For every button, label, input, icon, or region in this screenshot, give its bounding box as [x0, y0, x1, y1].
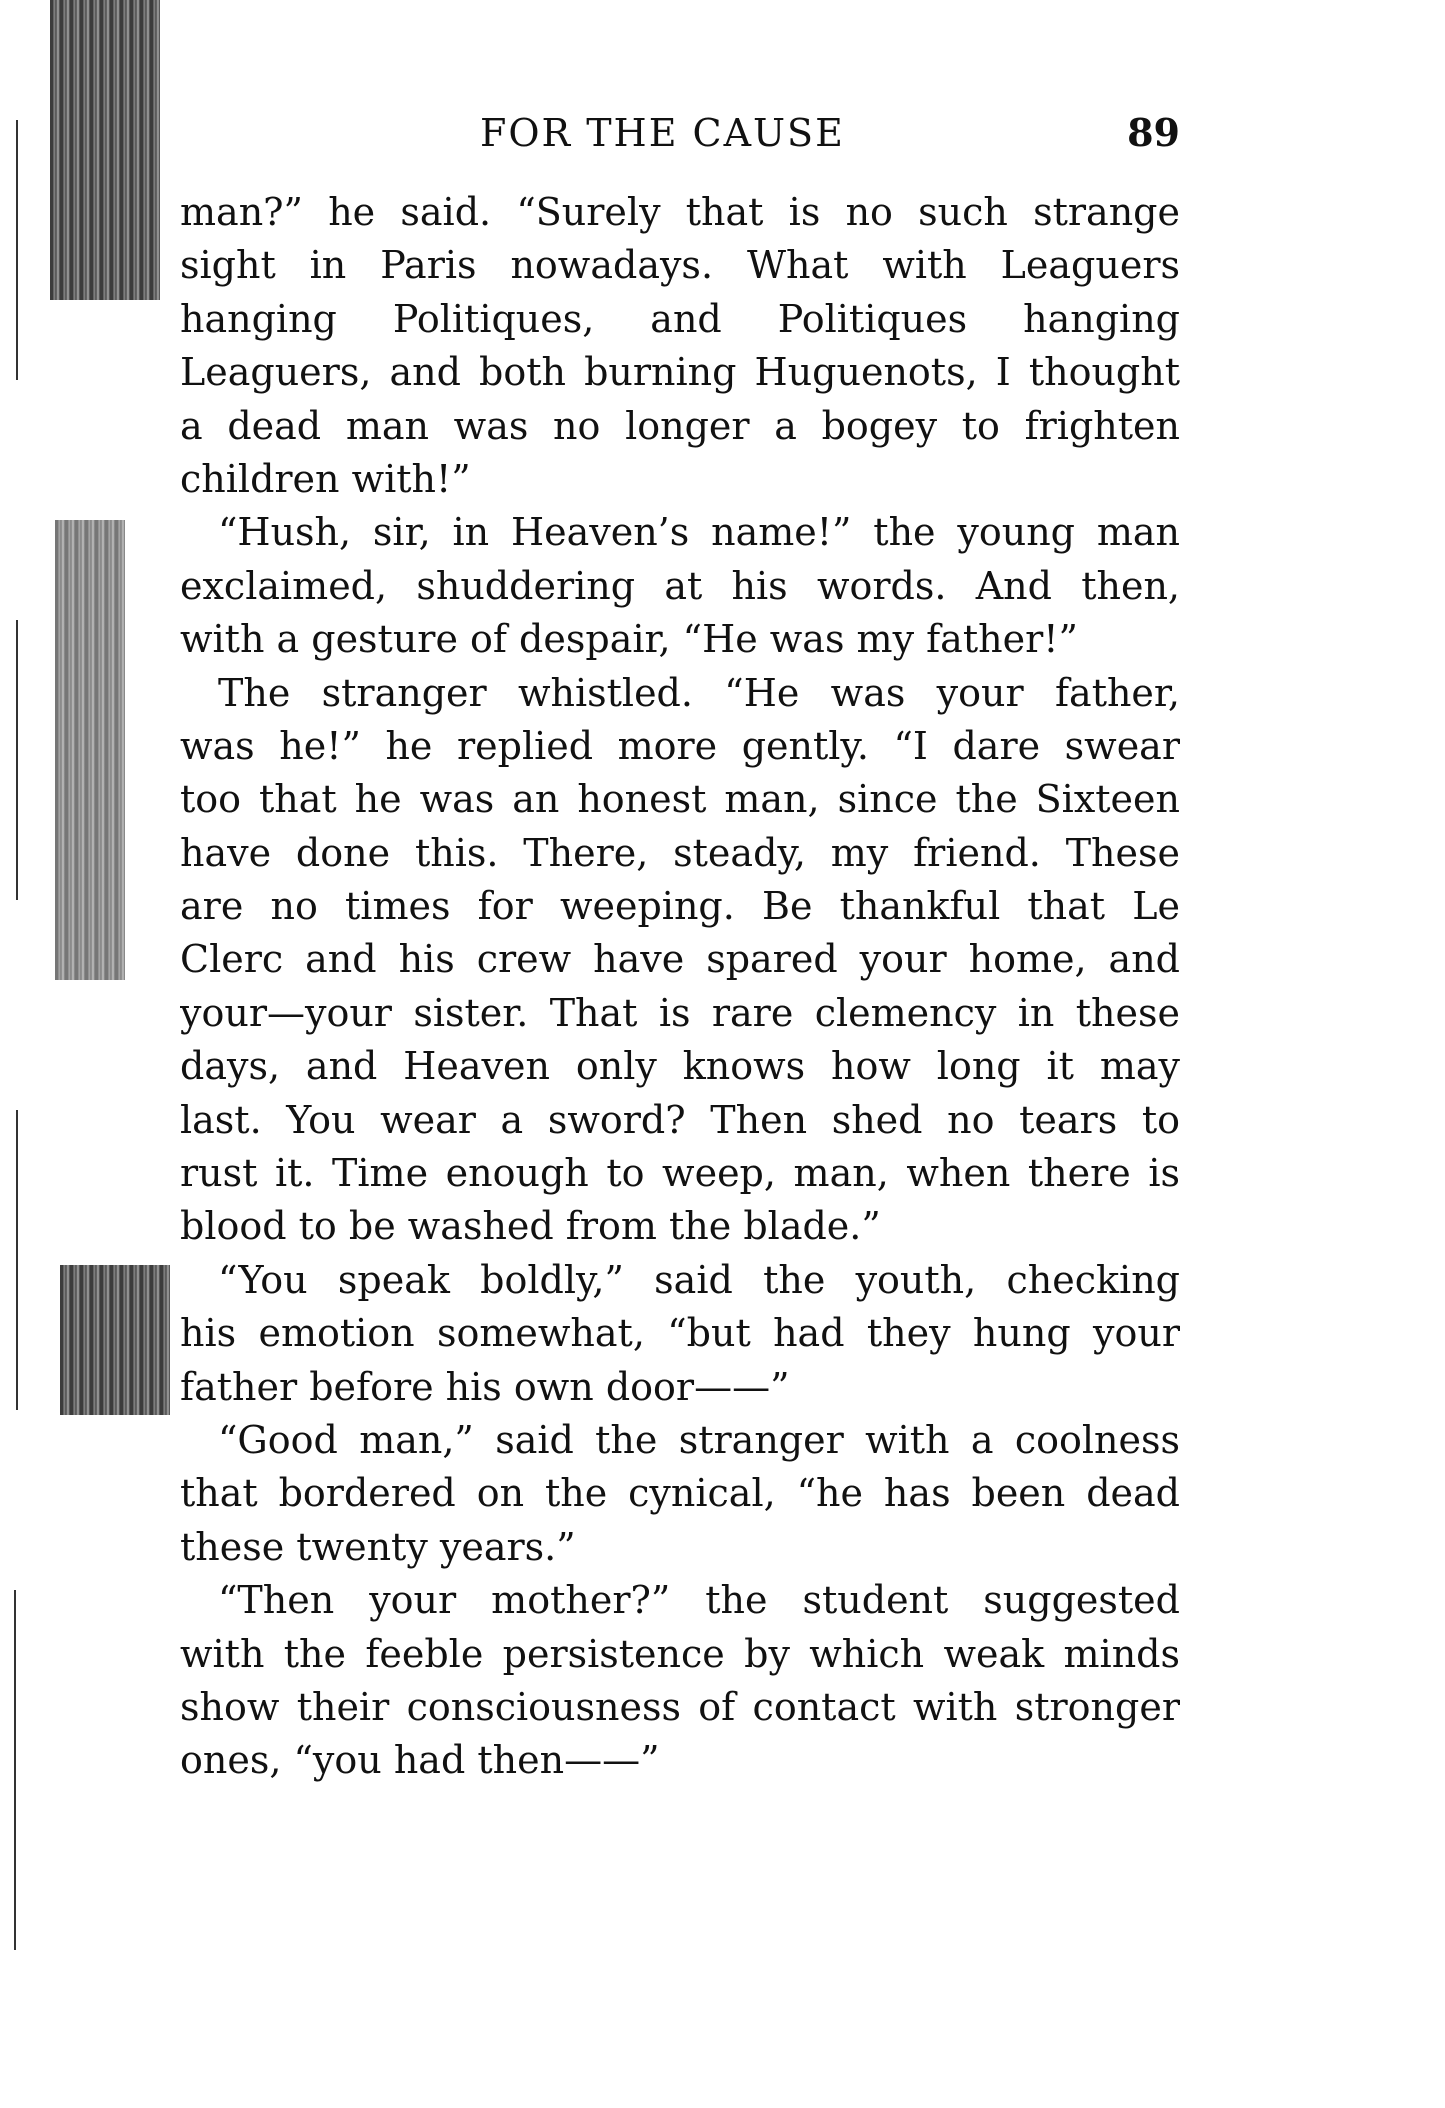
- text-line: “You speak boldly,” said the youth, checking: [218, 1257, 1180, 1302]
- scan-artifact-top: [50, 0, 160, 300]
- gutter-rule: [16, 1110, 18, 1410]
- text-line: blood to be washed from the blade.”: [180, 1204, 881, 1249]
- text-line: exclaimed, shuddering at his words. And then,: [180, 563, 1180, 608]
- text-line: these twenty years.”: [180, 1524, 576, 1569]
- text-line: days, and Heaven only knows how long it may: [180, 1044, 1180, 1089]
- text-line: father before his own door——”: [180, 1364, 790, 1409]
- text-line: his emotion somewhat, “but had they hung your: [180, 1311, 1180, 1356]
- text-line: children with!”: [180, 456, 471, 501]
- running-title: FOR THE CAUSE: [480, 111, 845, 155]
- text-line: with a gesture of despair, “He was my father!”: [180, 617, 1078, 662]
- text-line: rust it. Time enough to weep, man, when there is: [180, 1151, 1180, 1196]
- text-line: show their consciousness of contact with stronger: [180, 1684, 1180, 1729]
- text-line: was he!” he replied more gently. “I dare swear: [180, 723, 1180, 768]
- scan-artifact-middle: [55, 520, 125, 980]
- running-head: [180, 106, 1180, 160]
- text-line: that bordered on the cynical, “he has been dead: [180, 1471, 1180, 1516]
- text-line: have done this. There, steady, my friend. These: [180, 830, 1180, 875]
- text-line: The stranger whistled. “He was your father,: [218, 670, 1180, 715]
- text-line: Clerc and his crew have spared your home, and: [180, 937, 1180, 982]
- gutter-rule: [14, 1590, 16, 1950]
- text-line: too that he was an honest man, since the Sixteen: [180, 777, 1180, 822]
- text-line: sight in Paris nowadays. What with Leaguers: [180, 243, 1180, 288]
- text-line: last. You wear a sword? Then shed no tears to: [180, 1097, 1180, 1142]
- gutter-rule: [16, 120, 18, 380]
- text-line: ones, “you had then——”: [180, 1738, 660, 1783]
- text-line: your—your sister. That is rare clemency in these: [180, 990, 1180, 1035]
- gutter-rule: [16, 620, 18, 900]
- text-line: are no times for weeping. Be thankful that Le: [180, 884, 1180, 929]
- text-line: “Hush, sir, in Heaven’s name!” the young man: [218, 510, 1180, 555]
- text-line: Leaguers, and both burning Huguenots, I thought: [180, 350, 1180, 395]
- text-line: “Then your mother?” the student suggested: [218, 1578, 1180, 1623]
- scan-artifact-lower: [60, 1265, 170, 1415]
- page-number: 89: [1127, 110, 1180, 155]
- text-line: “Good man,” said the stranger with a coolness: [218, 1417, 1180, 1462]
- body-text: [180, 186, 1180, 1788]
- text-line: with the feeble persistence by which weak minds: [180, 1631, 1180, 1676]
- text-line: man?” he said. “Surely that is no such strange: [180, 190, 1180, 234]
- text-line: a dead man was no longer a bogey to frighten: [180, 403, 1180, 448]
- text-line: hanging Politiques, and Politiques hanging: [180, 296, 1180, 341]
